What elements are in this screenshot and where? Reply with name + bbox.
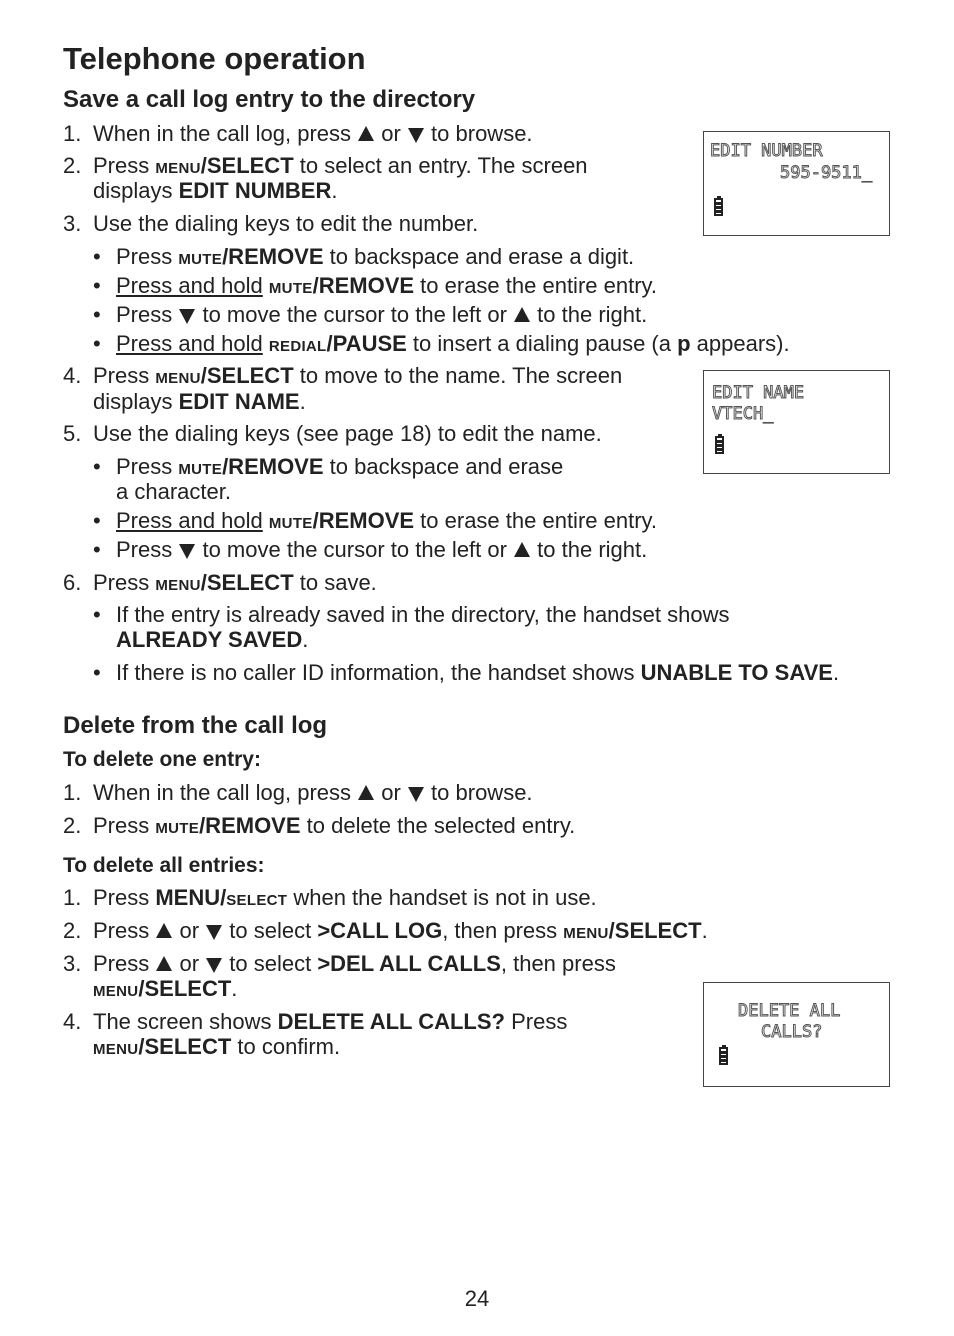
step-number: 1. [63, 121, 82, 146]
down-arrow-icon [179, 544, 195, 559]
lcd-line-1: EDIT NUMBER [710, 141, 823, 161]
down-arrow-icon [206, 958, 222, 973]
step-text-cont: displays EDIT NAME. [93, 389, 306, 414]
step-text-cont: displays EDIT NUMBER. [93, 178, 338, 203]
lcd-line-2: 595-9511_ [780, 163, 873, 183]
step-number: 3. [63, 211, 82, 236]
step-text: Press MENU/SELECT to move to the name. The screen [93, 363, 623, 388]
section-heading-save: Save a call log entry to the directory [63, 86, 476, 113]
step-text: Use the dialing keys (see page 18) to edit the name. [93, 421, 602, 446]
up-arrow-icon [358, 126, 374, 141]
battery-icon [719, 1045, 728, 1065]
page-title: Telephone operation [63, 41, 366, 76]
subheading-delete-all: To delete all entries: [63, 854, 265, 877]
battery-icon [714, 196, 723, 216]
step-text: Press MENU/SELECT to select an entry. The screen [93, 153, 588, 178]
battery-icon [715, 434, 724, 454]
down-arrow-icon [179, 309, 195, 324]
lcd-line-1: DELETE ALL [738, 1001, 841, 1021]
lcd-line-2: VTECH_ [712, 404, 774, 424]
lcd-screen-delete-all [703, 982, 890, 1087]
section-heading-delete: Delete from the call log [63, 712, 328, 739]
up-arrow-icon [514, 542, 530, 557]
step-text: Use the dialing keys to edit the number. [93, 211, 479, 236]
up-arrow-icon [156, 956, 172, 971]
up-arrow-icon [358, 785, 374, 800]
subheading-delete-one: To delete one entry: [63, 748, 261, 771]
down-arrow-icon [206, 925, 222, 940]
step-number: 4. [63, 363, 82, 388]
step-text: When in the call log, press or to browse. [93, 121, 533, 146]
step-number: 6. [63, 570, 82, 595]
step-text: Press MENU/SELECT to save. [93, 570, 377, 595]
step-number: 2. [63, 153, 82, 178]
up-arrow-icon [514, 307, 530, 322]
up-arrow-icon [156, 923, 172, 938]
lcd-line-2: CALLS? [761, 1022, 823, 1042]
lcd-screen-edit-name [703, 370, 890, 474]
lcd-screen-edit-number [703, 131, 890, 236]
page-number: 24 [464, 1286, 490, 1311]
down-arrow-icon [408, 787, 424, 802]
down-arrow-icon [408, 128, 424, 143]
step-number: 5. [63, 421, 82, 446]
lcd-line-1: EDIT NAME [712, 383, 805, 403]
